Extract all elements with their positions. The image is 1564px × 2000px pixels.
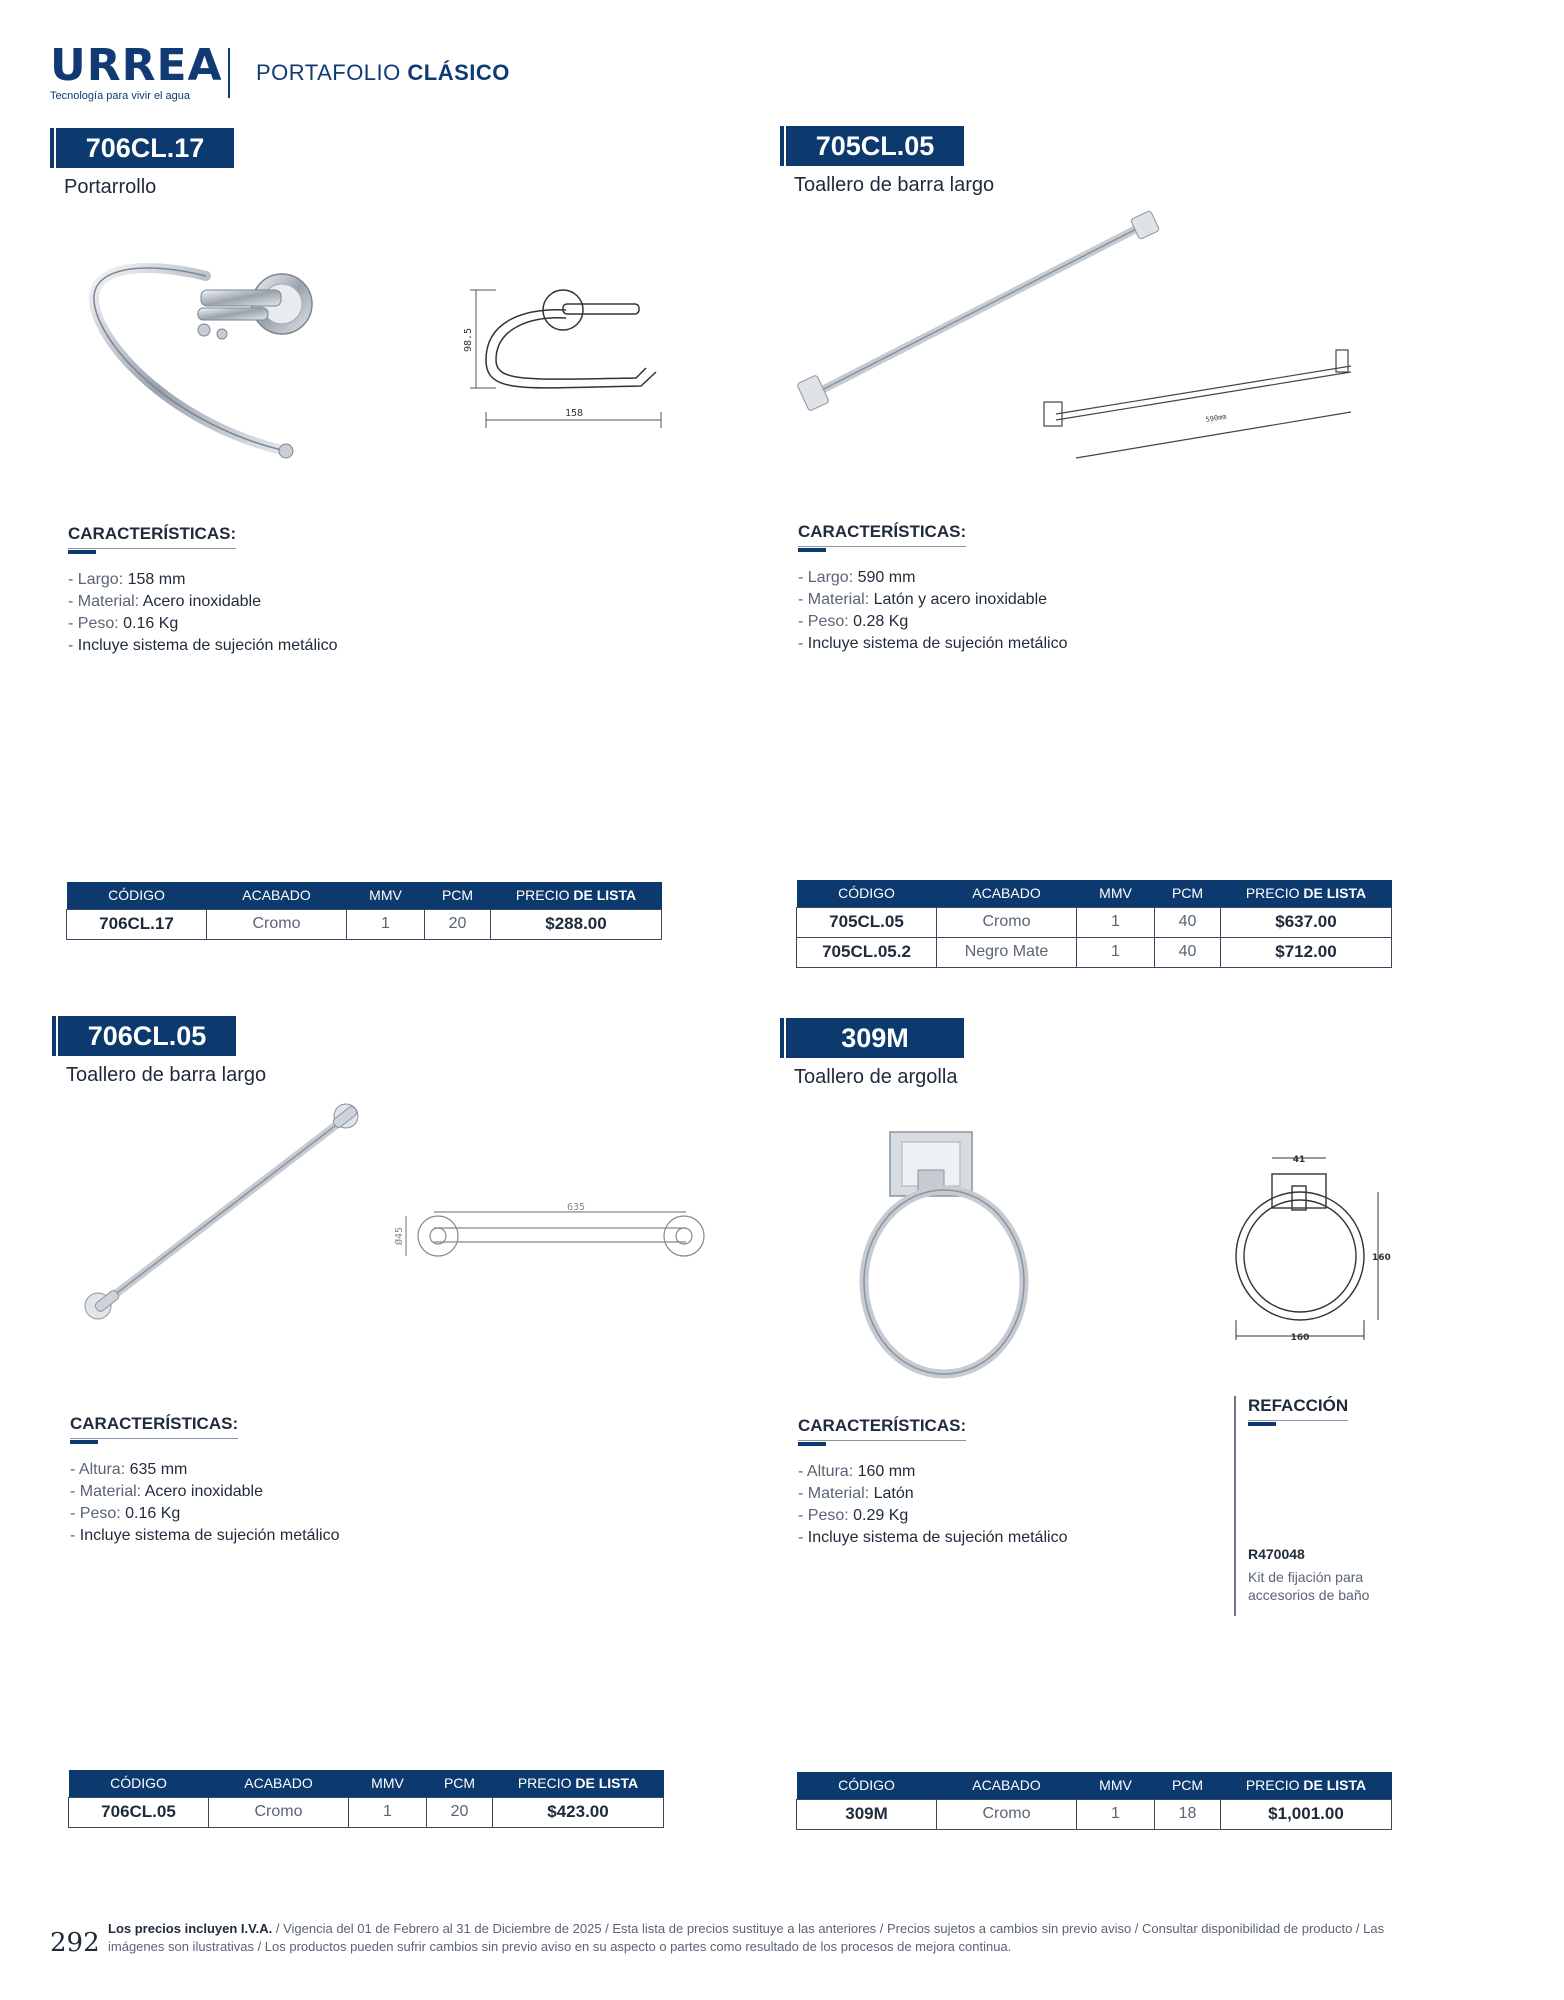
product-code-badge: 309M [786,1018,964,1058]
product-name: Toallero de argolla [794,1066,958,1088]
towel-ring-photo [856,1130,1036,1380]
product-name: Toallero de barra largo [794,174,995,196]
th-precio: PRECIO DE LISTA [493,1770,664,1797]
price-table-309m [796,1772,1392,1830]
feature-item: - Altura: 160 mm [798,1463,916,1480]
th-pcm: PCM [427,1770,493,1797]
feature-list [68,569,337,657]
footer-bold: Los precios incluyen I.V.A. [108,1921,273,1936]
feature-item: - Peso: 0.16 Kg [70,1505,181,1522]
svg-text:590mm: 590mm [1205,412,1228,424]
table-row: 705CL.05 Cromo 1 40 $637.00 [797,907,1392,937]
features-706cl05 [70,1414,339,1547]
feature-item: - Peso: 0.29 Kg [798,1507,909,1524]
price-table-705cl05 [796,880,1392,968]
dim-width-label: 635 [566,1202,586,1213]
dim-height-label: 160 [1372,1253,1391,1263]
portfolio-name: CLÁSICO [407,60,510,85]
th-pcm: PCM [425,882,491,909]
feature-item: - Altura: 635 mm [70,1461,188,1478]
brand-name: URREA [50,40,223,91]
th-precio: PRECIO DE LISTA [491,882,662,909]
toilet-paper-holder-drawing [463,280,686,430]
features-309m [798,1416,1067,1549]
feature-item: - Largo: 158 mm [68,571,186,588]
th-mmv: MMV [349,1770,427,1797]
toilet-paper-holder-photo [86,256,316,476]
towel-bar-drawing-705 [1016,346,1366,466]
refaccion-code: R470048 [1248,1546,1305,1562]
product-code-badge: 705CL.05 [786,126,964,166]
th-precio: PRECIO DE LISTA [1221,880,1392,907]
th-precio: PRECIO DE LISTA [1221,1772,1392,1799]
th-acabado: ACABADO [209,1770,349,1797]
dim-width-label: 160 [1290,1333,1310,1343]
feature-item: - Largo: 590 mm [798,569,916,586]
product-name: Toallero de barra largo [66,1064,267,1086]
features-title: CARACTERÍSTICAS: [68,524,236,549]
price-table-706cl05 [68,1770,664,1828]
features-title: CARACTERÍSTICAS: [798,522,966,547]
header-divider [228,48,230,98]
th-mmv: MMV [1077,880,1155,907]
table-row: 706CL.05 Cromo 1 20 $423.00 [69,1797,664,1827]
feature-item: - Material: Latón y acero inoxidable [798,591,1048,608]
towel-bar-drawing-706 [386,1200,736,1280]
table-row: 706CL.17 Cromo 1 20 $288.00 [67,909,662,939]
features-705cl05 [798,522,1067,655]
feature-list [798,567,1067,655]
refaccion-divider [1234,1396,1236,1616]
th-acabado: ACABADO [937,880,1077,907]
refaccion-description: Kit de fijación para accesorios de baño [1248,1569,1370,1603]
feature-item: - Material: Acero inoxidable [70,1483,263,1500]
table-row: 705CL.05.2 Negro Mate 1 40 $712.00 [797,937,1392,967]
dim-top-label: 41 [1292,1155,1306,1165]
feature-item: - Incluye sistema de sujeción metálico [798,635,1068,652]
footer-disclaimer [108,1920,1408,1956]
product-code-badge: 706CL.05 [58,1016,236,1056]
features-706cl17 [68,524,337,657]
dim-width-label: 158 [564,408,584,419]
product-code-badge: 706CL.17 [56,128,234,168]
feature-list [70,1459,339,1547]
towel-bar-photo-706 [78,1096,378,1326]
th-mmv: MMV [1077,1772,1155,1799]
price-table-706cl17 [66,882,662,940]
portfolio-prefix: PORTAFOLIO [256,60,401,85]
th-acabado: ACABADO [207,882,347,909]
th-pcm: PCM [1155,1772,1221,1799]
feature-item: - Peso: 0.16 Kg [68,615,179,632]
feature-item: - Peso: 0.28 Kg [798,613,909,630]
footer-text: / Vigencia del 01 de Febrero al 31 de Diciembre de 2025 / Esta lista de precios sustituye a las anteriores / Precios sujetos a cambios sin previo aviso / Consultar disponibilidad de producto / Las imágenes son ilustrativas / Los productos pueden sufrir cambios sin previo aviso en su aspecto o partes como resultado de los procesos de mejora continua. [108,1921,1385,1954]
feature-item: - Incluye sistema de sujeción metálico [70,1527,340,1544]
feature-list [798,1461,1067,1549]
brand-logo [50,40,223,102]
features-title: CARACTERÍSTICAS: [798,1416,966,1441]
th-codigo: CÓDIGO [67,882,207,909]
th-pcm: PCM [1155,880,1221,907]
th-mmv: MMV [347,882,425,909]
feature-item: - Incluye sistema de sujeción metálico [798,1529,1068,1546]
features-title: CARACTERÍSTICAS: [70,1414,238,1439]
portfolio-title [256,60,510,86]
brand-tagline: Tecnología para vivir el agua [50,90,191,102]
th-codigo: CÓDIGO [797,1772,937,1799]
page-number: 292 [50,1928,100,1958]
feature-item: - Material: Latón [798,1485,914,1502]
feature-item: - Material: Acero inoxidable [68,593,261,610]
product-name: Portarrollo [64,176,157,198]
table-row: 309M Cromo 1 18 $1,001.00 [797,1799,1392,1829]
refaccion-panel [1248,1396,1408,1616]
towel-ring-drawing [1226,1148,1396,1348]
dim-height-label: 98.5 [463,327,474,353]
th-codigo: CÓDIGO [69,1770,209,1797]
th-acabado: ACABADO [937,1772,1077,1799]
feature-item: - Incluye sistema de sujeción metálico [68,637,338,654]
dim-height-label: Ø45 [394,1226,405,1246]
refaccion-title: REFACCIÓN [1248,1396,1348,1421]
th-codigo: CÓDIGO [797,880,937,907]
